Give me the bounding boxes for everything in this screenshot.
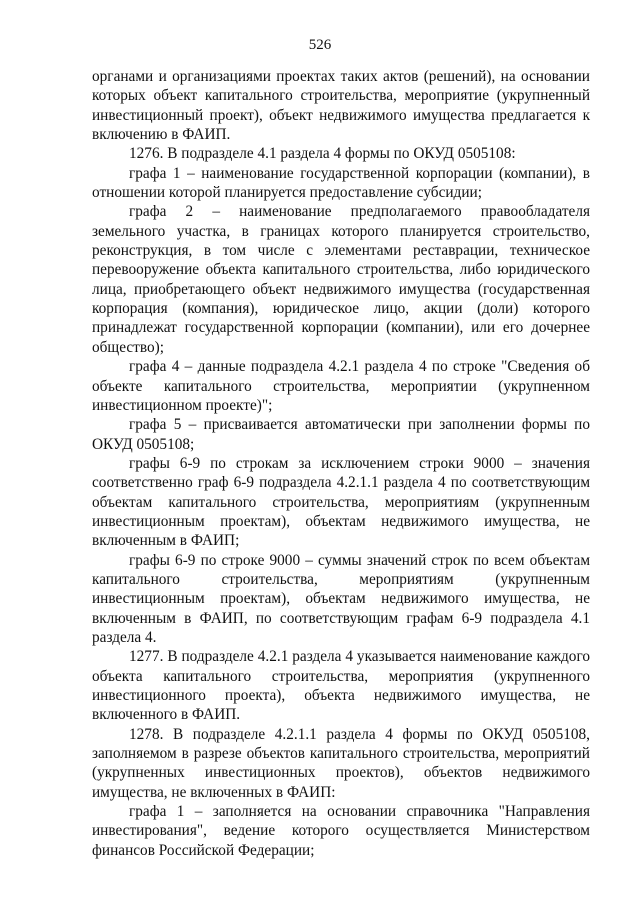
paragraph-columns-6-9-row-9000: графы 6-9 по строке 9000 – суммы значений строк по всем объектам капитального строительства, мероприятиям (укрупненным инвестиционным проектам), объектам недвижимого имущества, не включенным в ФАИП, по соответствующим графам 6-9 подраздела 4.1 раздела 4. bbox=[92, 551, 590, 646]
paragraph-1276: 1276. В подразделе 4.1 раздела 4 формы по ОКУД 0505108: bbox=[129, 145, 516, 163]
paragraph-1278: 1278. В подразделе 4.2.1.1 раздела 4 формы по ОКУД 0505108, заполняемом в разрезе объектов капитального строительства, мероприятий (укрупненных инвестиционных проектов), объектов недвижимого имущества, не включенных в ФАИП: bbox=[92, 725, 590, 801]
paragraph-column-1-directions: графа 1 – заполняется на основании справочника "Направления инвестирования", ведение которого осуществляется Министерством финансов Российской Федерации; bbox=[92, 803, 590, 859]
paragraph-column-1: графа 1 – наименование государственной корпорации (компании), в отношении которой планируется предоставление субсидии; bbox=[92, 164, 590, 202]
paragraph-1277: 1277. В подразделе 4.2.1 раздела 4 указывается наименование каждого объекта капитального строительства, мероприятия (укрупненного инвестиционного проекта), объекта недвижимого имущества, не включенного в ФАИП. bbox=[92, 648, 590, 724]
paragraph-columns-6-9-rows: графы 6-9 по строкам за исключением строки 9000 – значения соответственно граф 6-9 подраздела 4.2.1.1 раздела 4 по соответствующим объектам капитального строительства, мероприятиям (укрупненным инвестиционным проектам), объектам недвижимого имущества, не включенным в ФАИП; bbox=[92, 454, 590, 550]
paragraph-continuation: органами и организациями проектах таких актов (решений), на основании которых объект капитального строительства, мероприятие (укрупненный инвестиционный проект), объект недвижимого имущества предлагается к включению в ФАИП. bbox=[92, 68, 590, 144]
body-text bbox=[92, 67, 590, 860]
paragraph-column-4: графа 4 – данные подраздела 4.2.1 раздела 4 по строке "Сведения об объекте капитального строительства, мероприятии (укрупненном инвестиционном проекте)"; bbox=[92, 358, 590, 414]
page-number: 526 bbox=[308, 37, 332, 53]
paragraph-column-2: графа 2 – наименование предполагаемого правообладателя земельного участка, в границах которого планируется строительство, реконструкция, в том числе с элементами реставрации, техническое перевооружение объекта капитального строительства, либо юридического лица, приобретающего объект недвижимого имущества (государственная корпорация (компания), юридическое лицо, акции (доли) которого принадлежат государственной корпорации (компании), или его дочернее общество); bbox=[92, 203, 590, 356]
paragraph-column-5: графа 5 – присваивается автоматически при заполнении формы по ОКУД 0505108; bbox=[92, 416, 590, 453]
